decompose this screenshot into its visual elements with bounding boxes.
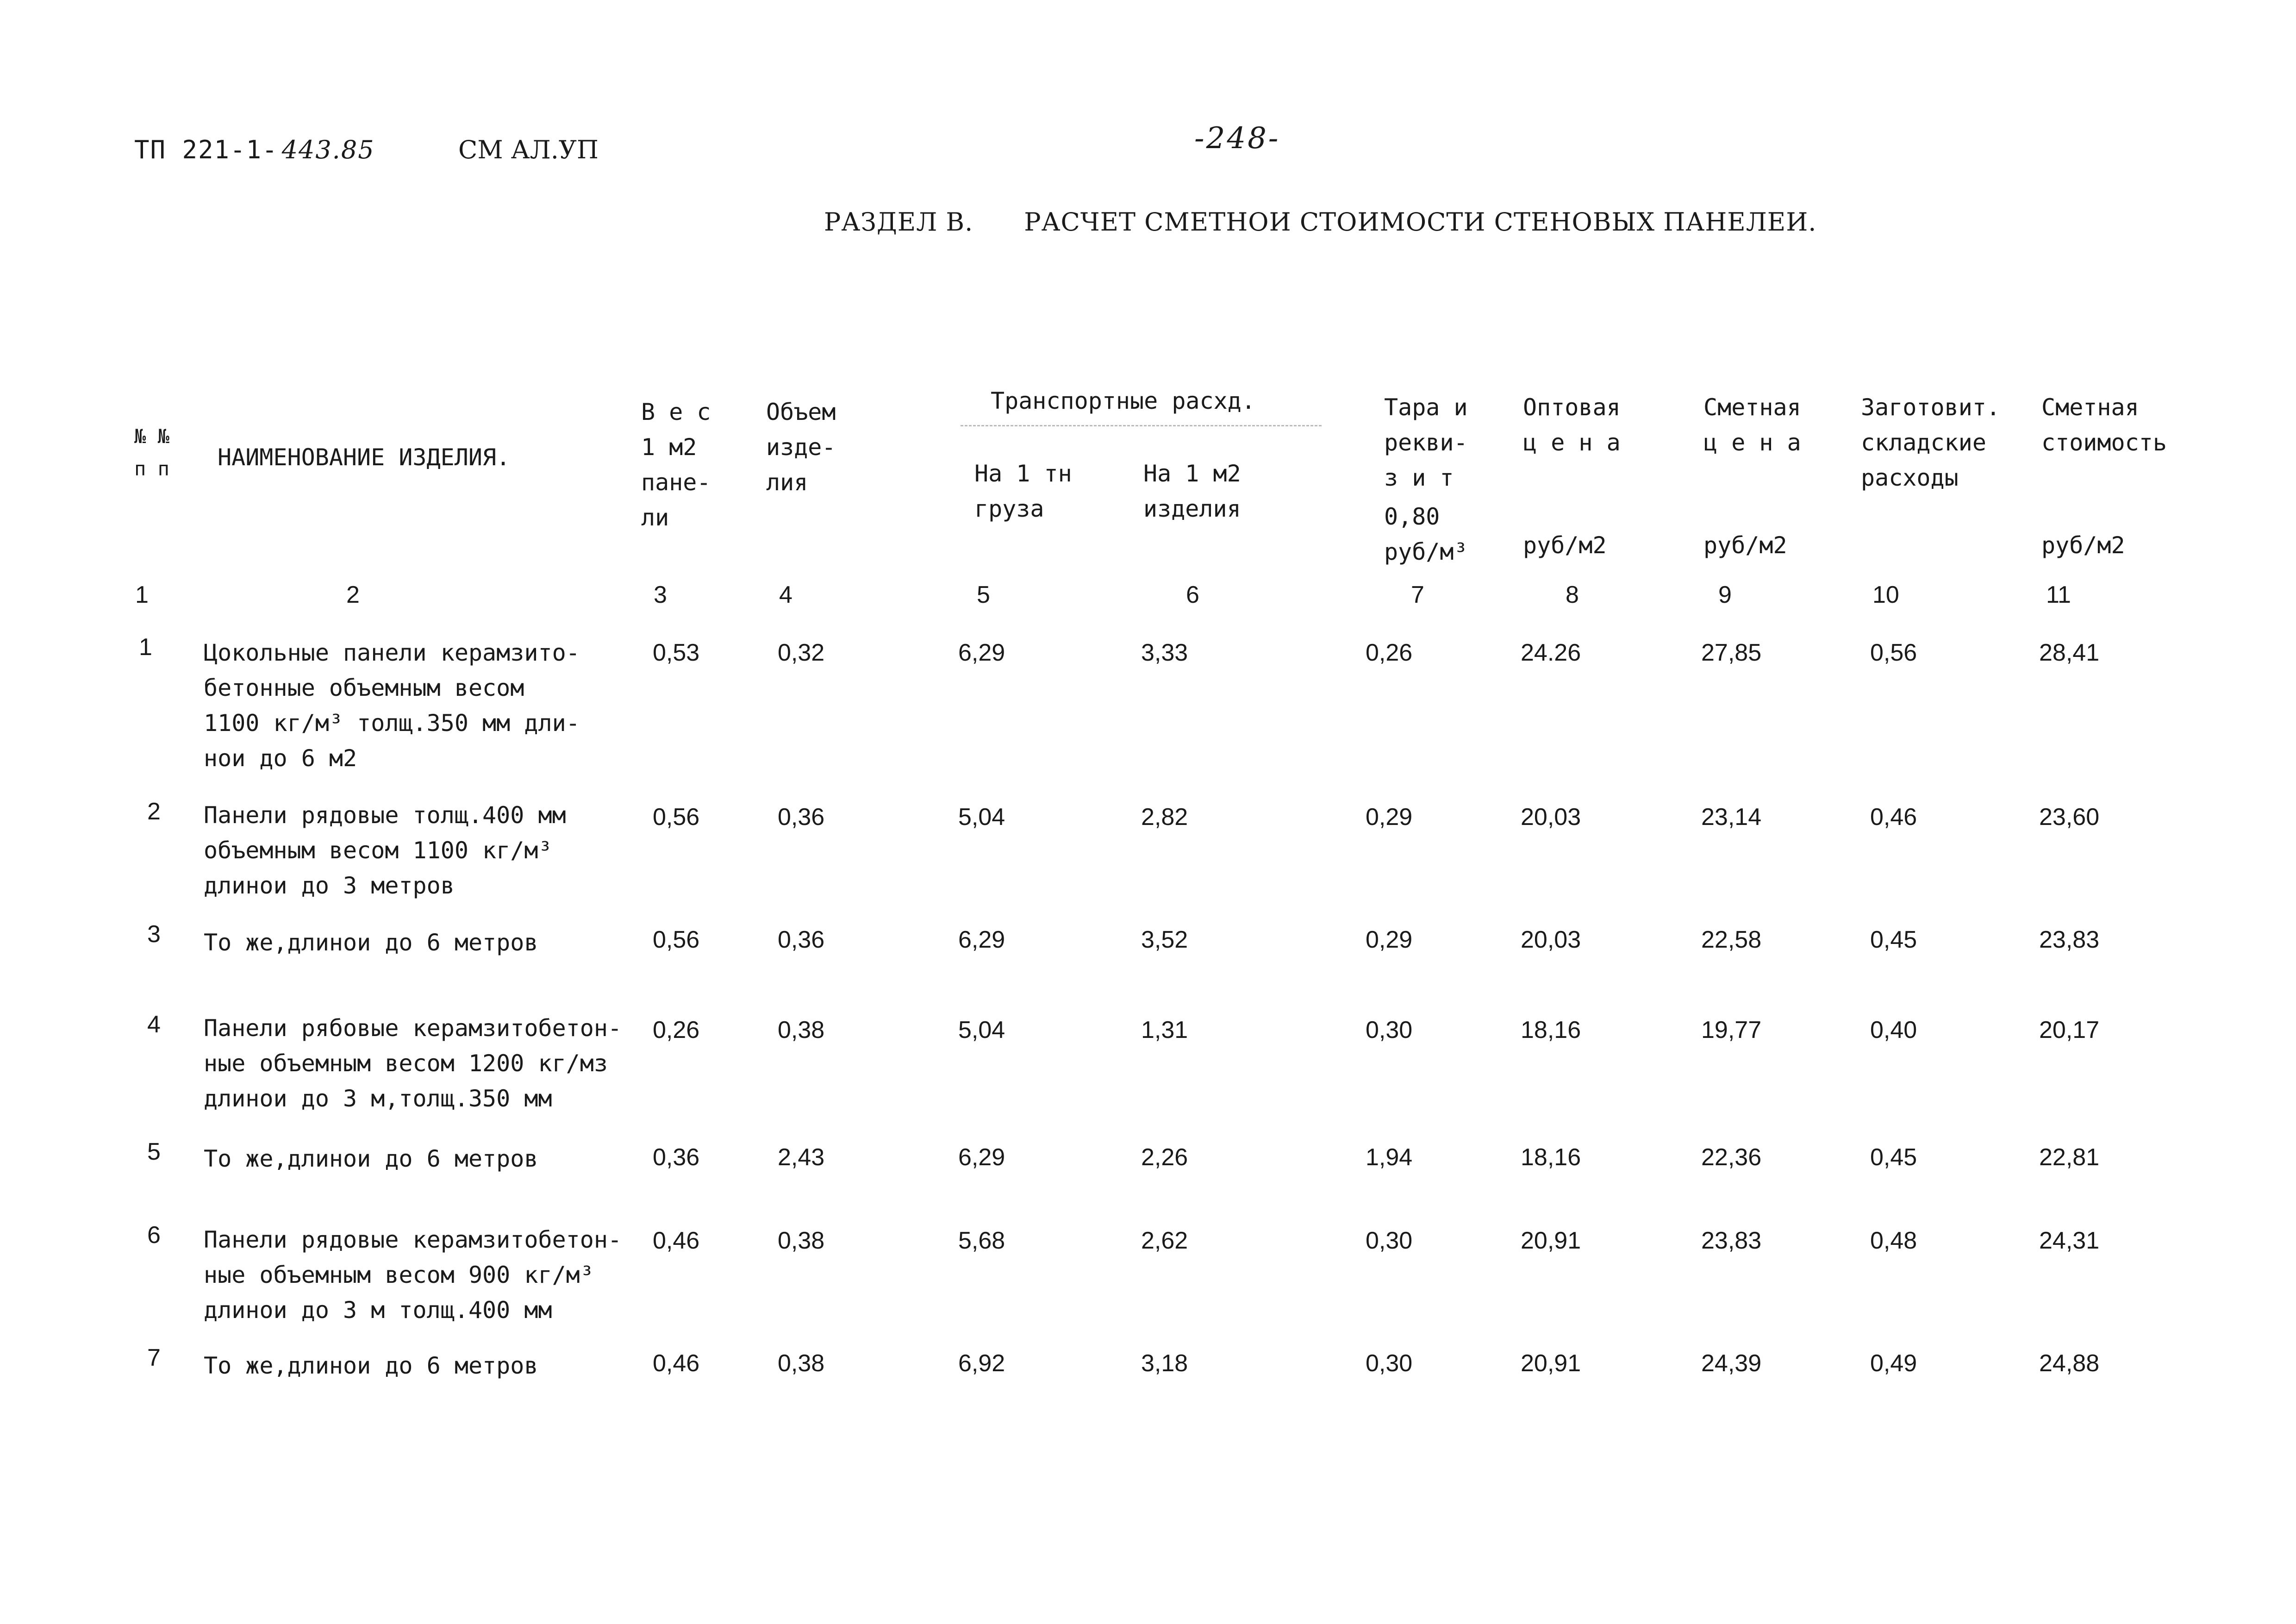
table-cell: 23,14 [1701,804,1762,831]
header-wholesale-unit: руб/м2 [1523,532,1607,559]
page-number: -248- [1194,121,1280,156]
table-cell: 5,68 [958,1227,1005,1254]
table-cell: 5,04 [958,804,1005,831]
row-number: 1 [139,634,152,661]
column-number: 2 [346,581,360,608]
column-number: 4 [779,581,792,608]
table-cell: 0,26 [1366,639,1413,666]
item-name: Панели рядовые толщ.400 мм объемным весом 1100 кг/м³ длинои до 3 метров [204,802,566,899]
table-cell: 3,18 [1141,1350,1188,1377]
table-cell: 18,16 [1521,1017,1581,1043]
header-volume: Объем изде- лия [766,399,836,496]
column-number: 3 [654,581,667,608]
document-code-typed: ТП 221-1- [134,135,278,164]
table-cell: 20,91 [1521,1350,1581,1377]
table-cell: 18,16 [1521,1144,1581,1171]
table-cell: 0,32 [778,639,825,666]
header-procurement-costs: Заготовит. складские расходы [1861,394,2001,491]
table-cell: 23,83 [1701,1227,1762,1254]
table-cell: 3,33 [1141,639,1188,666]
table-cell: 2,82 [1141,804,1188,831]
table-cell: 24,88 [2039,1350,2100,1377]
table-cell: 0,26 [653,1017,700,1043]
table-cell: 0,29 [1366,926,1413,953]
header-wholesale-price: Оптовая ц е н а [1523,394,1621,456]
table-cell: 20,17 [2039,1017,2100,1043]
table-cell: 20,03 [1521,804,1581,831]
table-cell: 0,48 [1870,1227,1917,1254]
table-cell: 0,53 [653,639,700,666]
table-cell: 0,38 [778,1227,825,1254]
row-number: 2 [147,798,161,825]
table-cell: 2,62 [1141,1227,1188,1254]
transport-header-divider [961,425,1322,426]
table-cell: 0,29 [1366,804,1413,831]
table-cell: 0,30 [1366,1227,1413,1254]
item-name: То же,длинои до 6 метров [204,1145,538,1172]
table-cell: 22,58 [1701,926,1762,953]
section-title: РАСЧЕТ СМЕТНОИ СТОИМОСТИ СТЕНОВЫХ ПАНЕЛЕИ. [1024,207,1817,237]
section-label: РАЗДЕЛ В. [824,207,973,237]
table-cell: 24.26 [1521,639,1581,666]
header-estimate-cost: Сметная стоимость [2041,394,2167,456]
header-tare-and-props: Тара и рекви- з и т [1384,394,1468,491]
column-number: 9 [1718,581,1732,608]
album-code: СМ АЛ.УП [458,135,599,164]
table-cell: 0,30 [1366,1350,1413,1377]
table-cell: 22,81 [2039,1144,2100,1171]
table-cell: 24,39 [1701,1350,1762,1377]
table-cell: 1,31 [1141,1017,1188,1043]
table-cell: 5,04 [958,1017,1005,1043]
column-number: 1 [135,581,149,608]
table-cell: 0,56 [1870,639,1917,666]
table-cell: 0,45 [1870,926,1917,953]
table-cell: 23,83 [2039,926,2100,953]
row-number: 7 [147,1344,161,1371]
column-number: 11 [2046,581,2071,608]
table-cell: 2,26 [1141,1144,1188,1171]
table-cell: 6,29 [958,1144,1005,1171]
header-transport-per-m2: На 1 м2 изделия [1143,460,1241,522]
table-cell: 0,36 [653,1144,700,1171]
item-name: Панели рядовые керамзитобетон- ные объемным весом 900 кг/м³ длинои до 3 м толщ.400 мм [204,1226,622,1324]
table-cell: 0,36 [778,926,825,953]
table-cell: 0,56 [653,926,700,953]
header-tare-rate: 0,80 руб/м³ [1384,503,1468,565]
item-name: То же,длинои до 6 метров [204,929,538,956]
header-transport-per-ton: На 1 тн груза [974,460,1072,522]
document-code-handwritten: 443.85 [281,135,375,164]
header-estimate-price-unit: руб/м2 [1703,532,1787,559]
table-cell: 0,46 [1870,804,1917,831]
table-cell: 20,91 [1521,1227,1581,1254]
header-estimate-price: Сметная ц е н а [1703,394,1801,456]
item-name: То же,длинои до 6 метров [204,1352,538,1379]
column-number: 5 [977,581,990,608]
column-number: 7 [1411,581,1424,608]
table-cell: 0,38 [778,1350,825,1377]
table-cell: 0,46 [653,1350,700,1377]
table-cell: 19,77 [1701,1017,1762,1043]
table-cell: 0,46 [653,1227,700,1254]
table-cell: 22,36 [1701,1144,1762,1171]
table-cell: 6,29 [958,639,1005,666]
table-cell: 0,56 [653,804,700,831]
table-cell: 0,40 [1870,1017,1917,1043]
row-number: 6 [147,1222,161,1249]
column-number: 6 [1186,581,1199,608]
row-number: 3 [147,921,161,948]
table-cell: 2,43 [778,1144,825,1171]
document-code [134,135,375,164]
table-cell: 0,38 [778,1017,825,1043]
table-cell: 1,94 [1366,1144,1413,1171]
header-estimate-cost-unit: руб/м2 [2041,532,2125,559]
table-cell: 6,92 [958,1350,1005,1377]
item-name: Панели рябовые керамзитобетон- ные объемным весом 1200 кг/мз длинои до 3 м,толщ.350 мм [204,1015,622,1112]
table-cell: 27,85 [1701,639,1762,666]
header-weight: В е с 1 м2 пане- ли [641,399,711,531]
header-row-number: № № п п [134,425,169,480]
row-number: 5 [147,1138,161,1165]
table-cell: 28,41 [2039,639,2100,666]
table-cell: 6,29 [958,926,1005,953]
table-cell: 0,30 [1366,1017,1413,1043]
header-item-name: НАИМЕНОВАНИЕ ИЗДЕЛИЯ. [218,444,511,471]
table-cell: 0,45 [1870,1144,1917,1171]
column-number: 10 [1872,581,1899,608]
section-heading [824,207,1816,237]
row-number: 4 [147,1011,161,1038]
item-name: Цокольные панели керамзито- бетонные объемным весом 1100 кг/м³ толщ.350 мм дли- нои до 6 м2 [204,639,580,772]
column-number: 8 [1566,581,1579,608]
table-cell: 20,03 [1521,926,1581,953]
header-transport-costs: Транспортные расхд. [991,387,1255,414]
table-cell: 24,31 [2039,1227,2100,1254]
table-cell: 23,60 [2039,804,2100,831]
table-cell: 0,36 [778,804,825,831]
table-cell: 3,52 [1141,926,1188,953]
table-cell: 0,49 [1870,1350,1917,1377]
